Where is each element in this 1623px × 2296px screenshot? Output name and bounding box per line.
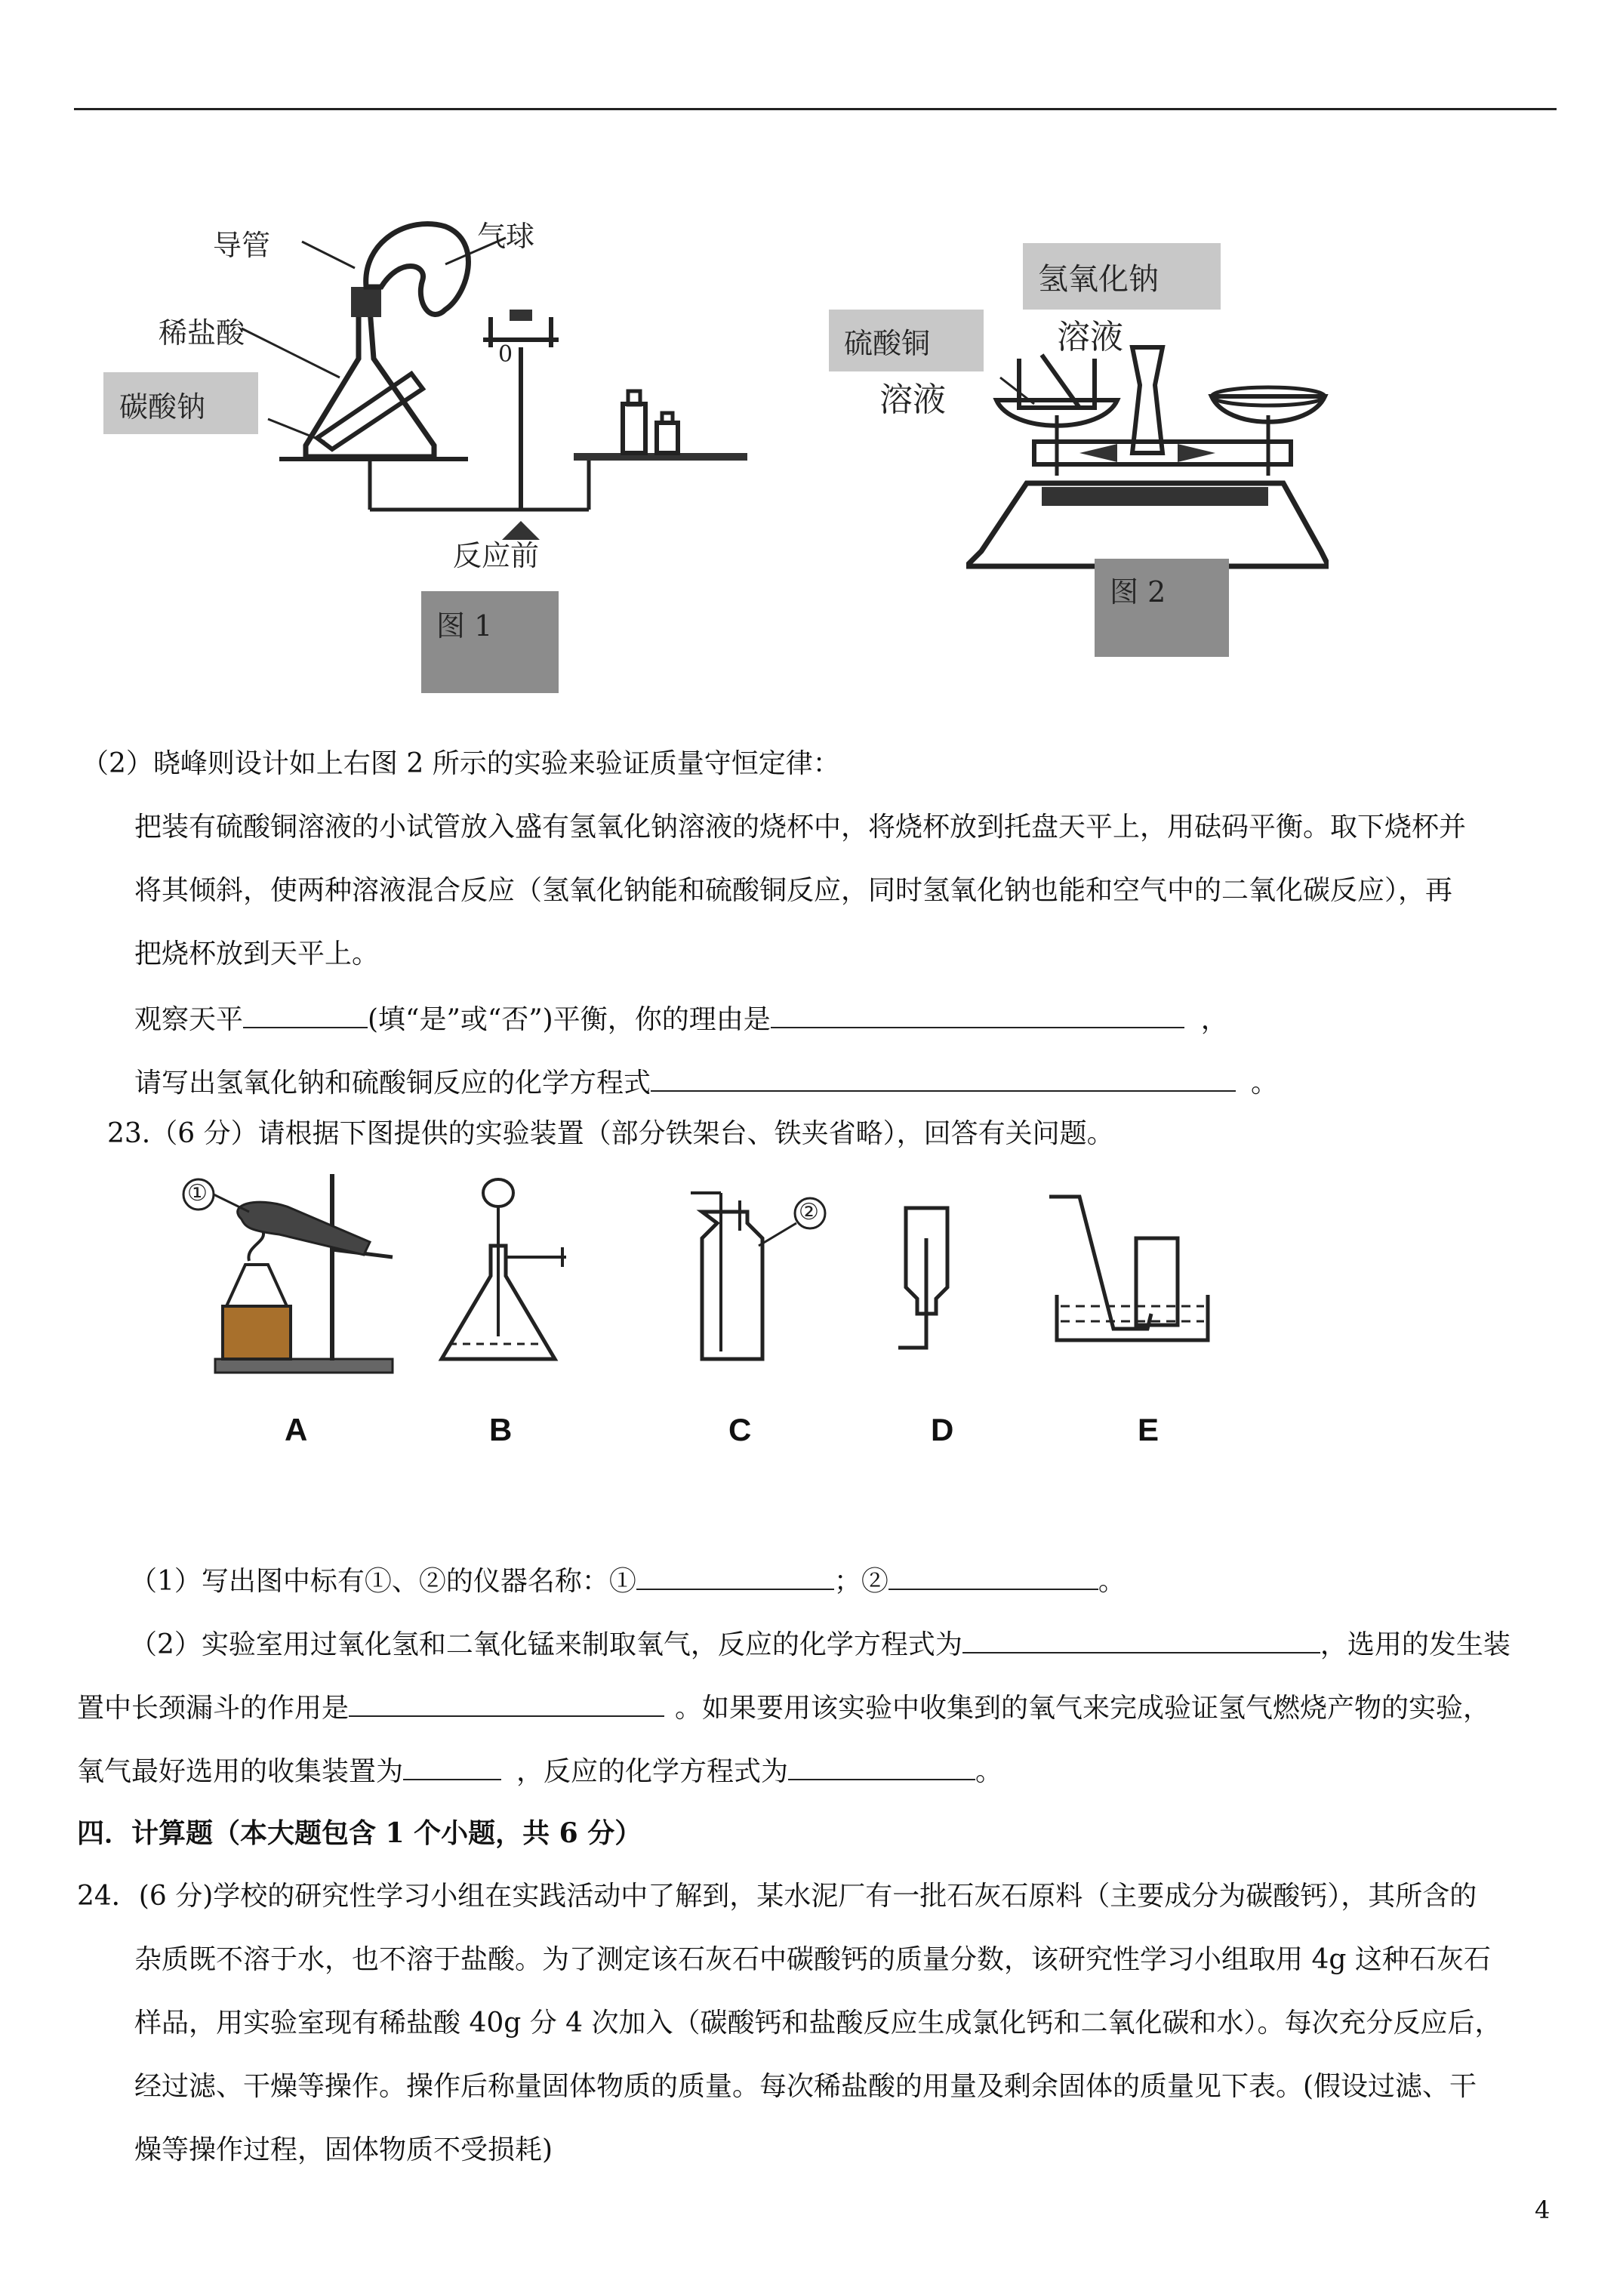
apparatus-label-d: D <box>931 1412 954 1447</box>
figure-1-caption: 图 1 <box>436 609 493 643</box>
q23-part2-line3 <box>77 1752 1002 1790</box>
q23-apparatus-drawing <box>174 1163 1246 1389</box>
q23-stem: 23.（6 分）请根据下图提供的实验装置（部分铁架台、铁夹省略），回答有关问题。 <box>107 1118 1114 1149</box>
q22-equation-line <box>134 1063 1278 1102</box>
q24-line5: 燥等操作过程，固体物质不受损耗) <box>134 2134 553 2165</box>
apparatus-b-funnel <box>483 1179 513 1207</box>
q24-line1: 24．(6 分)学校的研究性学习小组在实践活动中了解到，某水泥厂有一批石灰石原料（主要成分为碳酸钙），其所含的 <box>77 1881 1477 1912</box>
q22-reason-answer-blank[interactable] <box>771 1000 1184 1028</box>
weight-large <box>623 404 645 453</box>
page-number: 4 <box>1535 2196 1551 2224</box>
apparatus-label-a: A <box>285 1412 308 1447</box>
q24-line2: 杂质既不溶于水，也不溶于盐酸。为了测定该石灰石中碳酸钙的质量分数，该研究性学习小组取用 4g 这种石灰石 <box>134 1944 1491 1975</box>
apparatus-a-wood-block <box>223 1306 291 1359</box>
q22-equation-b: 。 <box>1251 1068 1279 1099</box>
q22-equation-answer-blank[interactable] <box>651 1063 1236 1092</box>
label-balloon: 气球 <box>477 220 535 253</box>
stopper <box>351 287 381 317</box>
q22-observe-c: ， <box>1200 1004 1228 1035</box>
apparatus-label-e: E <box>1138 1412 1160 1447</box>
marker-1: ① <box>187 1180 208 1207</box>
alcohol-lamp <box>226 1265 287 1306</box>
label-na2co3: 碳酸钠 <box>119 390 206 424</box>
q22-balance-answer-blank[interactable] <box>243 1000 368 1028</box>
q22-observe-b: (填“是”或“否”)平衡，你的理由是 <box>368 1004 771 1035</box>
q23-funnel-role-blank[interactable] <box>349 1688 664 1717</box>
figure-2-caption: 图 2 <box>1110 575 1166 609</box>
q23-part2-line2 <box>77 1688 1490 1727</box>
q23-p1-c: 。 <box>1098 1566 1126 1597</box>
label-tube: 导管 <box>213 229 271 262</box>
apparatus-a-test-tube <box>238 1202 370 1255</box>
q23-equation-blank[interactable] <box>962 1625 1320 1653</box>
q23-p1-a: （1）写出图中标有①、②的仪器名称：① <box>130 1566 636 1597</box>
q23-part1-line <box>130 1561 1126 1600</box>
q23-instrument2-blank[interactable] <box>888 1561 1098 1590</box>
q23-p2-a: （2）实验室用过氧化氢和二氧化锰来制取氧气，反应的化学方程式为 <box>130 1629 962 1660</box>
q22-desc-line3: 把烧杯放到天平上。 <box>134 938 380 969</box>
label-naoh: 氢氧化钠 <box>1038 262 1159 297</box>
q23-p2-g: 。 <box>975 1756 1003 1787</box>
apparatus-label-b: B <box>489 1412 513 1447</box>
label-zero: 0 <box>498 341 513 368</box>
q22-equation-a: 请写出氢氧化钠和硫酸铜反应的化学方程式 <box>134 1068 651 1099</box>
q24-line4: 经过滤、干燥等操作。操作后称量固体物质的质量。每次稀盐酸的用量及剩余固体的质量见下表。(假设过滤、干 <box>134 2071 1477 2102</box>
q22-observe-line <box>134 1000 1228 1038</box>
q23-p2-e: 氧气最好选用的收集装置为 <box>77 1756 404 1787</box>
label-naoh-solution: 溶液 <box>1057 318 1123 356</box>
label-before-reaction: 反应前 <box>453 539 540 572</box>
q22-desc-line2: 将其倾斜，使两种溶液混合反应（氢氧化钠能和硫酸铜反应，同时氢氧化钠也能和空气中的二氧化碳反应），再 <box>134 875 1453 906</box>
label-cuso4-solution: 溶液 <box>879 381 946 419</box>
q23-instrument1-blank[interactable] <box>636 1561 834 1590</box>
q22-desc-line1: 把装有硫酸铜溶液的小试管放入盛有氢氧化钠溶液的烧杯中，将烧杯放到托盘天平上，用砝码平衡。取下烧杯并 <box>134 812 1467 843</box>
q23-part2-line1 <box>130 1625 1511 1663</box>
balance-pillar <box>1132 347 1163 453</box>
q24-line3: 样品，用实验室现有稀盐酸 40g 分 4 次加入（碳酸钙和盐酸反应生成氯化钙和二氧化碳和水）。每次充分反应后， <box>134 2008 1502 2039</box>
apparatus-c-bottle <box>702 1212 762 1359</box>
balloon <box>366 224 469 315</box>
apparatus-a-base <box>215 1359 393 1373</box>
q22-part2-intro: （2）晓峰则设计如上右图 2 所示的实验来验证质量守恒定律： <box>82 748 840 779</box>
apparatus-e-bottle <box>1136 1238 1178 1325</box>
label-cuso4: 硫酸铜 <box>844 327 931 360</box>
small-test-tube <box>317 374 423 449</box>
figure-2-drawing <box>966 302 1329 589</box>
q23-p2-c: 置中长颈漏斗的作用是 <box>77 1693 350 1724</box>
apparatus-label-c: C <box>728 1412 752 1447</box>
q23-p1-b: ；② <box>833 1566 888 1597</box>
label-hcl: 稀盐酸 <box>159 316 245 350</box>
header-rule <box>74 108 1557 110</box>
q22-observe-a: 观察天平 <box>134 1004 244 1035</box>
q23-collection-blank[interactable] <box>403 1752 501 1780</box>
q23-p2-b: ，选用的发生装 <box>1320 1629 1511 1660</box>
weight-small <box>657 423 678 453</box>
q23-equation2-blank[interactable] <box>788 1752 975 1780</box>
section-4-heading: 四．计算题（本大题包含 1 个小题，共 6 分） <box>77 1817 642 1849</box>
marker-2: ② <box>799 1199 819 1225</box>
q23-p2-d: 。如果要用该实验中收集到的氧气来完成验证氢气燃烧产物的实验， <box>675 1693 1491 1724</box>
apparatus-e-trough <box>1057 1295 1208 1340</box>
q23-p2-f: ，反应的化学方程式为 <box>516 1756 789 1787</box>
